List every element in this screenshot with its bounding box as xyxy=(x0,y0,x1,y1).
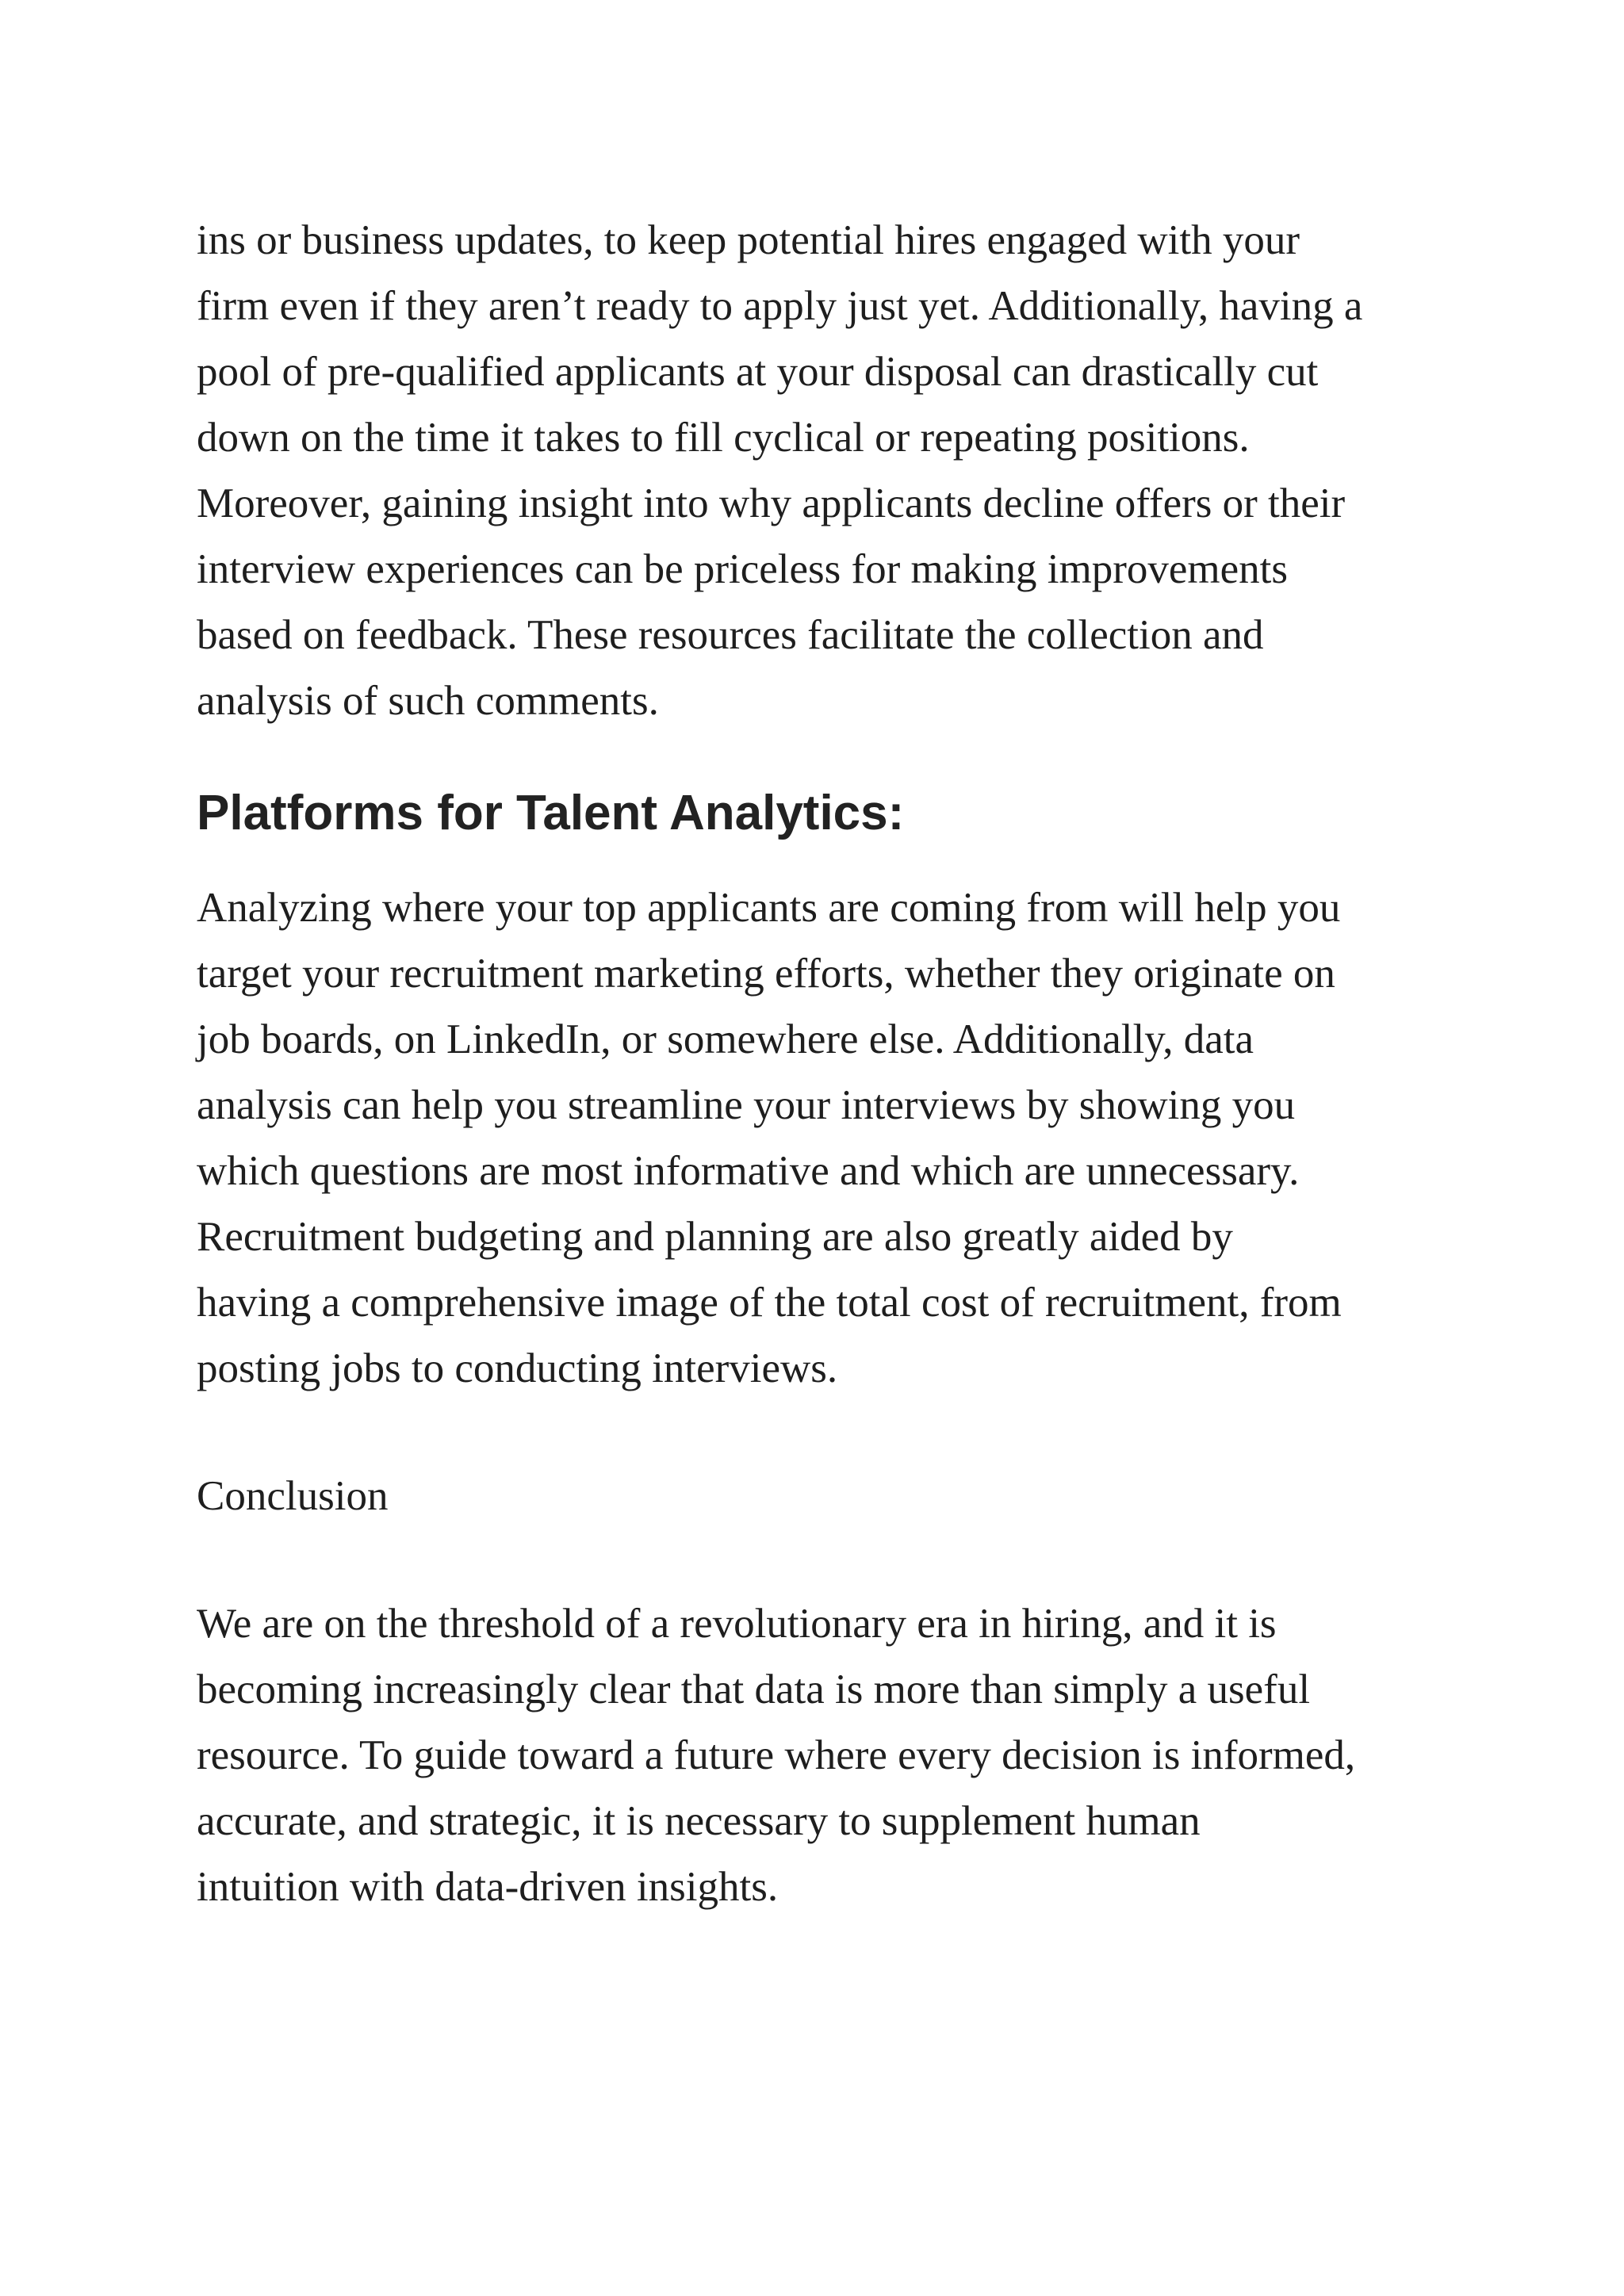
text-line: analysis can help you streamline your interviews by showing you xyxy=(197,1082,1296,1128)
conclusion-label: Conclusion xyxy=(197,1473,389,1519)
text-line: posting jobs to conducting interviews. xyxy=(197,1345,838,1391)
text-line: Analyzing where your top applicants are coming from will help you xyxy=(197,885,1341,931)
text-line: ins or business updates, to keep potential hires engaged with your xyxy=(197,217,1300,263)
paragraph-conclusion xyxy=(197,1591,1465,1920)
text-line: becoming increasingly clear that data is more than simply a useful xyxy=(197,1667,1311,1712)
paragraph-talent-analytics xyxy=(197,875,1465,1402)
text-line: job boards, on LinkedIn, or somewhere else. Additionally, data xyxy=(197,1016,1254,1062)
paragraph-recruitment-resources xyxy=(197,208,1465,734)
text-line: pool of pre-qualified applicants at your disposal can drastically cut xyxy=(197,349,1319,395)
section-heading-talent-analytics: Platforms for Talent Analytics: xyxy=(197,786,905,840)
text-line: which questions are most informative and which are unnecessary. xyxy=(197,1148,1300,1194)
text-line: down on the time it takes to fill cyclical or repeating positions. xyxy=(197,415,1250,461)
text-line: analysis of such comments. xyxy=(197,678,659,724)
text-line: We are on the threshold of a revolutionary era in hiring, and it is xyxy=(197,1601,1277,1647)
text-line: firm even if they aren’t ready to apply just yet. Additionally, having a xyxy=(197,283,1363,329)
document-body xyxy=(197,208,1465,1920)
text-line: accurate, and strategic, it is necessary to supplement human xyxy=(197,1798,1201,1844)
text-line: interview experiences can be priceless for making improvements xyxy=(197,546,1289,592)
text-line: intuition with data-driven insights. xyxy=(197,1864,779,1910)
text-line: Moreover, gaining insight into why applicants decline offers or their xyxy=(197,480,1346,526)
text-line: having a comprehensive image of the total cost of recruitment, from xyxy=(197,1280,1342,1326)
text-line: target your recruitment marketing efforts, whether they originate on xyxy=(197,951,1335,997)
text-line: resource. To guide toward a future where every decision is informed, xyxy=(197,1732,1356,1778)
text-line: based on feedback. These resources facilitate the collection and xyxy=(197,612,1264,658)
text-line: Recruitment budgeting and planning are also greatly aided by xyxy=(197,1214,1233,1260)
